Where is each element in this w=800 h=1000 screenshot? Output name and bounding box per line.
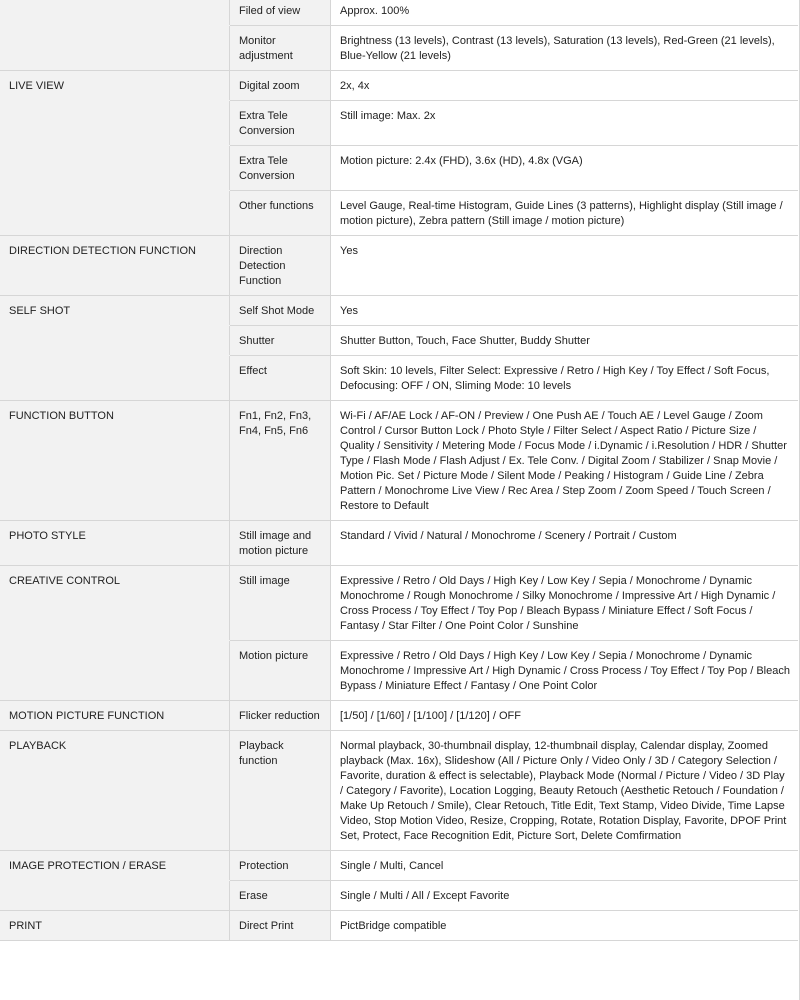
table-row (0, 101, 798, 146)
spec-value: Standard / Vivid / Natural / Monochrome / Scenery / Portrait / Custom (331, 521, 799, 566)
table-row (0, 701, 798, 731)
category-cell (0, 881, 230, 911)
spec-value: Still image: Max. 2x (331, 101, 799, 146)
category-cell (0, 146, 230, 191)
category-cell: PHOTO STYLE (0, 521, 230, 566)
spec-item-label: Direct Print (230, 911, 331, 941)
category-cell: IMAGE PROTECTION / ERASE (0, 851, 230, 881)
spec-value: Expressive / Retro / Old Days / High Key / Low Key / Sepia / Monochrome / Dynamic Monochrome / Impressive Art / High Dynamic / Cross Process / Toy Effect / Toy Pop / Bleach Bypass / Miniature Effect / Fantasy / One Point Color (331, 641, 799, 701)
spec-value: Wi-Fi / AF/AE Lock / AF-ON / Preview / One Push AE / Touch AE / Level Gauge / Zoom Control / Cursor Button Lock / Photo Style / Filter Select / Aspect Ratio / Picture Size / Quality / Sensitivity / Metering Mode / Focus Mode / i.Dynamic / i.Resolution / HDR / Shutter Type / Flash Mode / Flash Adjust / Ex. Tele Conv. / Digital Zoom / Stabilizer / Snap Movie / Motion Pic. Set / Picture Mode / Silent Mode / Peaking / Histogram / Guide Line / Zebra Pattern / Monochrome Live View / Rec Area / Step Zoom / Zoom Speed / Touch Screen / Restore to Default (331, 401, 799, 521)
spec-value: Level Gauge, Real-time Histogram, Guide Lines (3 patterns), Highlight display (Still image / motion picture), Zebra pattern (Still image / motion picture) (331, 191, 799, 236)
category-cell: PRINT (0, 911, 230, 941)
category-cell (0, 641, 230, 701)
spec-value: Approx. 100% (331, 0, 799, 26)
spec-value: Expressive / Retro / Old Days / High Key / Low Key / Sepia / Monochrome / Dynamic Monochrome / Rough Monochrome / Silky Monochrome / Impressive Art / High Dynamic / Cross Process / Toy Effect / Toy Pop / Bleach Bypass / Miniature Effect / Soft Focus / Fantasy / Star Filter / One Point Color / Sunshine (331, 566, 799, 641)
table-row (0, 296, 798, 326)
category-cell: SELF SHOT (0, 296, 230, 326)
spec-item-label: Motion picture (230, 641, 331, 701)
spec-item-label: Fn1, Fn2, Fn3, Fn4, Fn5, Fn6 (230, 401, 331, 521)
category-cell (0, 356, 230, 401)
table-row (0, 911, 798, 941)
table-row (0, 236, 798, 296)
spec-item-label: Flicker reduction (230, 701, 331, 731)
spec-value: Normal playback, 30-thumbnail display, 12-thumbnail display, Calendar display, Zoomed playback (Max. 16x), Slideshow (All / Picture Only / Video Only / 3D / Category Selection / Favorite, duration & effect is selectable), Playback Mode (Normal / Picture / Video / 3D Play / Category / Favorite), Location Logging, Beauty Retouch (Aesthetic Retouch / Foundation / Make Up Retouch / Smile), Clear Retouch, Title Edit, Text Stamp, Video Divide, Time Lapse Video, Stop Motion Video, Resize, Cropping, Rotate, Rotation Display, Favorite, DPOF Print Set, Protect, Face Recognition Edit, Picture Sort, Delete Comfirmation (331, 731, 799, 851)
spec-item-label: Shutter (230, 326, 331, 356)
table-row (0, 0, 798, 26)
category-cell (0, 191, 230, 236)
table-row (0, 356, 798, 401)
table-row (0, 191, 798, 236)
table-row (0, 641, 798, 701)
category-cell (0, 26, 230, 71)
spec-value: Single / Multi, Cancel (331, 851, 799, 881)
category-cell (0, 101, 230, 146)
spec-value: Yes (331, 296, 799, 326)
spec-item-label: Self Shot Mode (230, 296, 331, 326)
category-cell: CREATIVE CONTROL (0, 566, 230, 641)
spec-item-label: Protection (230, 851, 331, 881)
category-cell: LIVE VIEW (0, 71, 230, 101)
table-row (0, 731, 798, 851)
spec-item-label: Still image (230, 566, 331, 641)
spec-item-label: Effect (230, 356, 331, 401)
spec-item-label: Playback function (230, 731, 331, 851)
category-cell: FUNCTION BUTTON (0, 401, 230, 521)
spec-value: [1/50] / [1/60] / [1/100] / [1/120] / OFF (331, 701, 799, 731)
table-row (0, 851, 798, 881)
spec-item-label: Still image and motion picture (230, 521, 331, 566)
spec-item-label: Extra Tele Conversion (230, 101, 331, 146)
table-row (0, 326, 798, 356)
table-row (0, 401, 798, 521)
category-cell: DIRECTION DETECTION FUNCTION (0, 236, 230, 296)
table-row (0, 26, 798, 71)
category-cell: PLAYBACK (0, 731, 230, 851)
table-row (0, 521, 798, 566)
table-row (0, 881, 798, 911)
spec-value: Brightness (13 levels), Contrast (13 levels), Saturation (13 levels), Red-Green (21 levels), Blue-Yellow (21 levels) (331, 26, 799, 71)
spec-item-label: Digital zoom (230, 71, 331, 101)
spec-value: PictBridge compatible (331, 911, 799, 941)
spec-value: Yes (331, 236, 799, 296)
spec-value: Motion picture: 2.4x (FHD), 3.6x (HD), 4.8x (VGA) (331, 146, 799, 191)
spec-item-label: Erase (230, 881, 331, 911)
table-row (0, 71, 798, 101)
spec-value: 2x, 4x (331, 71, 799, 101)
table-row (0, 566, 798, 641)
spec-item-label: Other functions (230, 191, 331, 236)
spec-value: Shutter Button, Touch, Face Shutter, Buddy Shutter (331, 326, 799, 356)
spec-item-label: Direction Detection Function (230, 236, 331, 296)
table-row (0, 146, 798, 191)
spec-item-label: Extra Tele Conversion (230, 146, 331, 191)
spec-value: Single / Multi / All / Except Favorite (331, 881, 799, 911)
category-cell: MOTION PICTURE FUNCTION (0, 701, 230, 731)
spec-item-label: Filed of view (230, 0, 331, 26)
spec-value: Soft Skin: 10 levels, Filter Select: Expressive / Retro / High Key / Toy Effect / Soft Focus, Defocusing: OFF / ON, Sliming Mode: 10 levels (331, 356, 799, 401)
category-cell (0, 326, 230, 356)
category-cell (0, 0, 230, 26)
spec-item-label: Monitor adjustment (230, 26, 331, 71)
